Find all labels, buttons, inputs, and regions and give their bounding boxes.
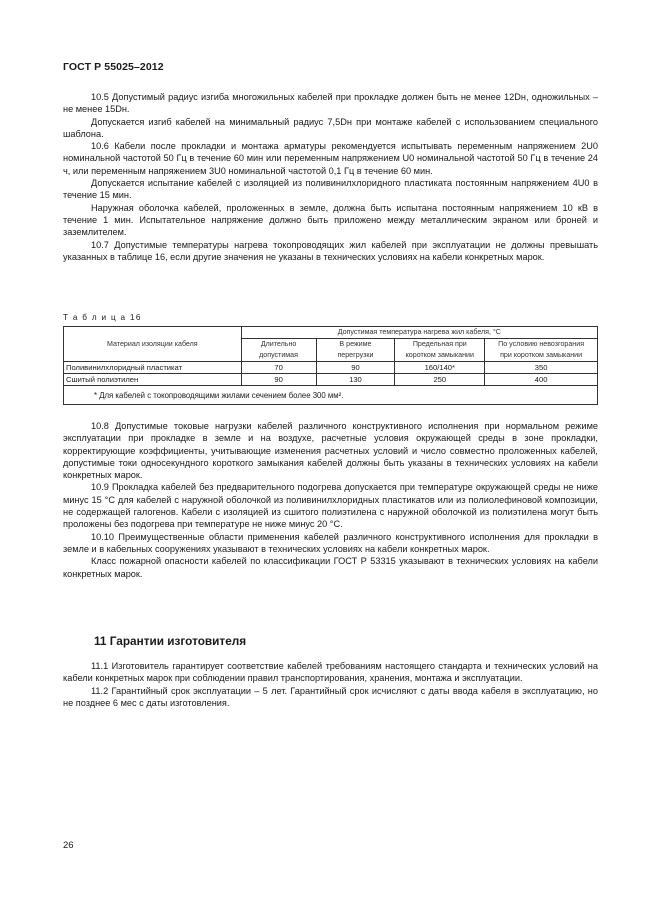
table-header-group: Допустимая температура нагрева жил кабеля, °С <box>241 327 597 339</box>
table-caption: Т а б л и ц а 16 <box>63 313 142 322</box>
paragraph-10-9: 10.9 Прокладка кабелей без предварительного подогрева допускается при температуре окружающей среды не ниже минус 15 °С для кабелей с наружной оболочкой из поливинилхлоридных пластикатов или из полиолефиновой композиции, не содержащей галогенов. Кабели с изоляцией из сшитого полиэтилена с наружной оболочкой из полиэтилена могут быть проложены без подогрева при температуре не ниже минус 20 °С. <box>63 482 598 530</box>
page-number: 26 <box>63 840 74 851</box>
table-row <box>64 374 598 386</box>
table-subheader: допустимая <box>241 350 316 362</box>
paragraph-fire-class: Класс пожарной опасности кабелей по классификации ГОСТ Р 53315 указывают в технических условиях на кабели конкретных марок. <box>63 556 598 579</box>
table-cell: 400 <box>485 374 598 386</box>
paragraph-10-7: 10.7 Допустимые температуры нагрева токопроводящих жил кабелей при эксплуатации не должны превышать указанных в таблице 16, если другие значения не указаны в технических условиях на кабели конкретных марок. <box>63 239 598 262</box>
table-subheader: Предельная при <box>395 339 485 351</box>
table-subheader: В режиме <box>316 339 395 351</box>
table-cell: Сшитый полиэтилен <box>64 374 242 386</box>
table-cell: 160/140* <box>395 362 485 374</box>
table-subheader: перегрузки <box>316 350 395 362</box>
paragraph-10-5-note: Допускается изгиб кабелей на минимальный радиус 7,5Dн при монтаже кабелей с использованием специального шаблона. <box>63 116 598 139</box>
text-block-section-11 <box>63 660 598 709</box>
paragraph-10-5: 10.5 Допустимый радиус изгиба многожильных кабелей при прокладке должен быть не менее 12Dн, одножильных – не менее 15Dн. <box>63 92 598 115</box>
table-16 <box>63 326 598 405</box>
table-cell: 130 <box>316 374 395 386</box>
table-cell: Поливинилхлоридный пластикат <box>64 362 242 374</box>
paragraph-11-2: 11.2 Гарантийный срок эксплуатации – 5 лет. Гарантийный срок исчисляют с даты ввода кабеля в эксплуатацию, но не позднее 6 мес с даты изготовления. <box>63 685 598 708</box>
paragraph-10-6-sheath: Наружная оболочка кабелей, проложенных в земле, должна быть испытана постоянным напряжением 10 кВ в течение 1 мин. Испытательное напряжение должно быть приложено между металлическим экраном или броней и заземлителем. <box>63 202 598 238</box>
table-cell: 250 <box>395 374 485 386</box>
text-block-top <box>63 91 598 263</box>
text-block-mid <box>63 420 598 580</box>
table-header-material: Материал изоляции кабеля <box>64 327 242 362</box>
table-cell: 90 <box>316 362 395 374</box>
paragraph-10-6-pvc: Допускается испытание кабелей с изоляцией из поливинилхлоридного пластиката постоянным напряжением 4U0 в течение 15 мин. <box>63 178 598 201</box>
paragraph-11-1: 11.1 Изготовитель гарантирует соответствие кабелей требованиям настоящего стандарта и технических условий на кабели конкретных марок при соблюдении правил транспортирования, хранения, монтажа и эксплуатации. <box>63 661 598 684</box>
table-row <box>64 362 598 374</box>
table-cell: 350 <box>485 362 598 374</box>
table-subheader: Длительно <box>241 339 316 351</box>
paragraph-10-10: 10.10 Преимущественные области применения кабелей различного конструктивного исполнения для прокладки в земле и в кабельных сооружениях указывают в технических условиях на кабели конкретных марок. <box>63 531 598 554</box>
section-title-11: 11 Гарантии изготовителя <box>94 634 247 648</box>
document-header: ГОСТ Р 55025–2012 <box>63 61 164 73</box>
paragraph-10-6: 10.6 Кабели после прокладки и монтажа арматуры рекомендуется испытывать переменным напряжением 2U0 номинальной частотой 50 Гц в течение 60 мин или переменным напряжением U0 номинальной частотой 50 Гц в течение 24 ч, или переменным напряжением 3U0 номинальной частотой 0,1 Гц в течение 60 мин. <box>63 141 598 176</box>
table-footnote: * Для кабелей с токопроводящими жилами сечением более 300 мм². <box>64 386 598 405</box>
table-subheader: коротком замыкании <box>395 350 485 362</box>
paragraph-10-8: 10.8 Допустимые токовые нагрузки кабелей различного конструктивного исполнения при нормальном режиме эксплуатации при прокладке в земле и на воздухе, расчетные условия окружающей среды в зоне прокладки, корректирующие коэффициенты, учитывающие изменения расчетных условий и число совместно проложенных кабелей, допустимые токи односекундного короткого замыкания кабелей должны быть указаны в технических условиях на кабели конкретных марок. <box>63 421 598 481</box>
table-subheader: при коротком замыкании <box>485 350 598 362</box>
table-cell: 70 <box>241 362 316 374</box>
table-cell: 90 <box>241 374 316 386</box>
table-subheader: По условию невозгорания <box>485 339 598 351</box>
